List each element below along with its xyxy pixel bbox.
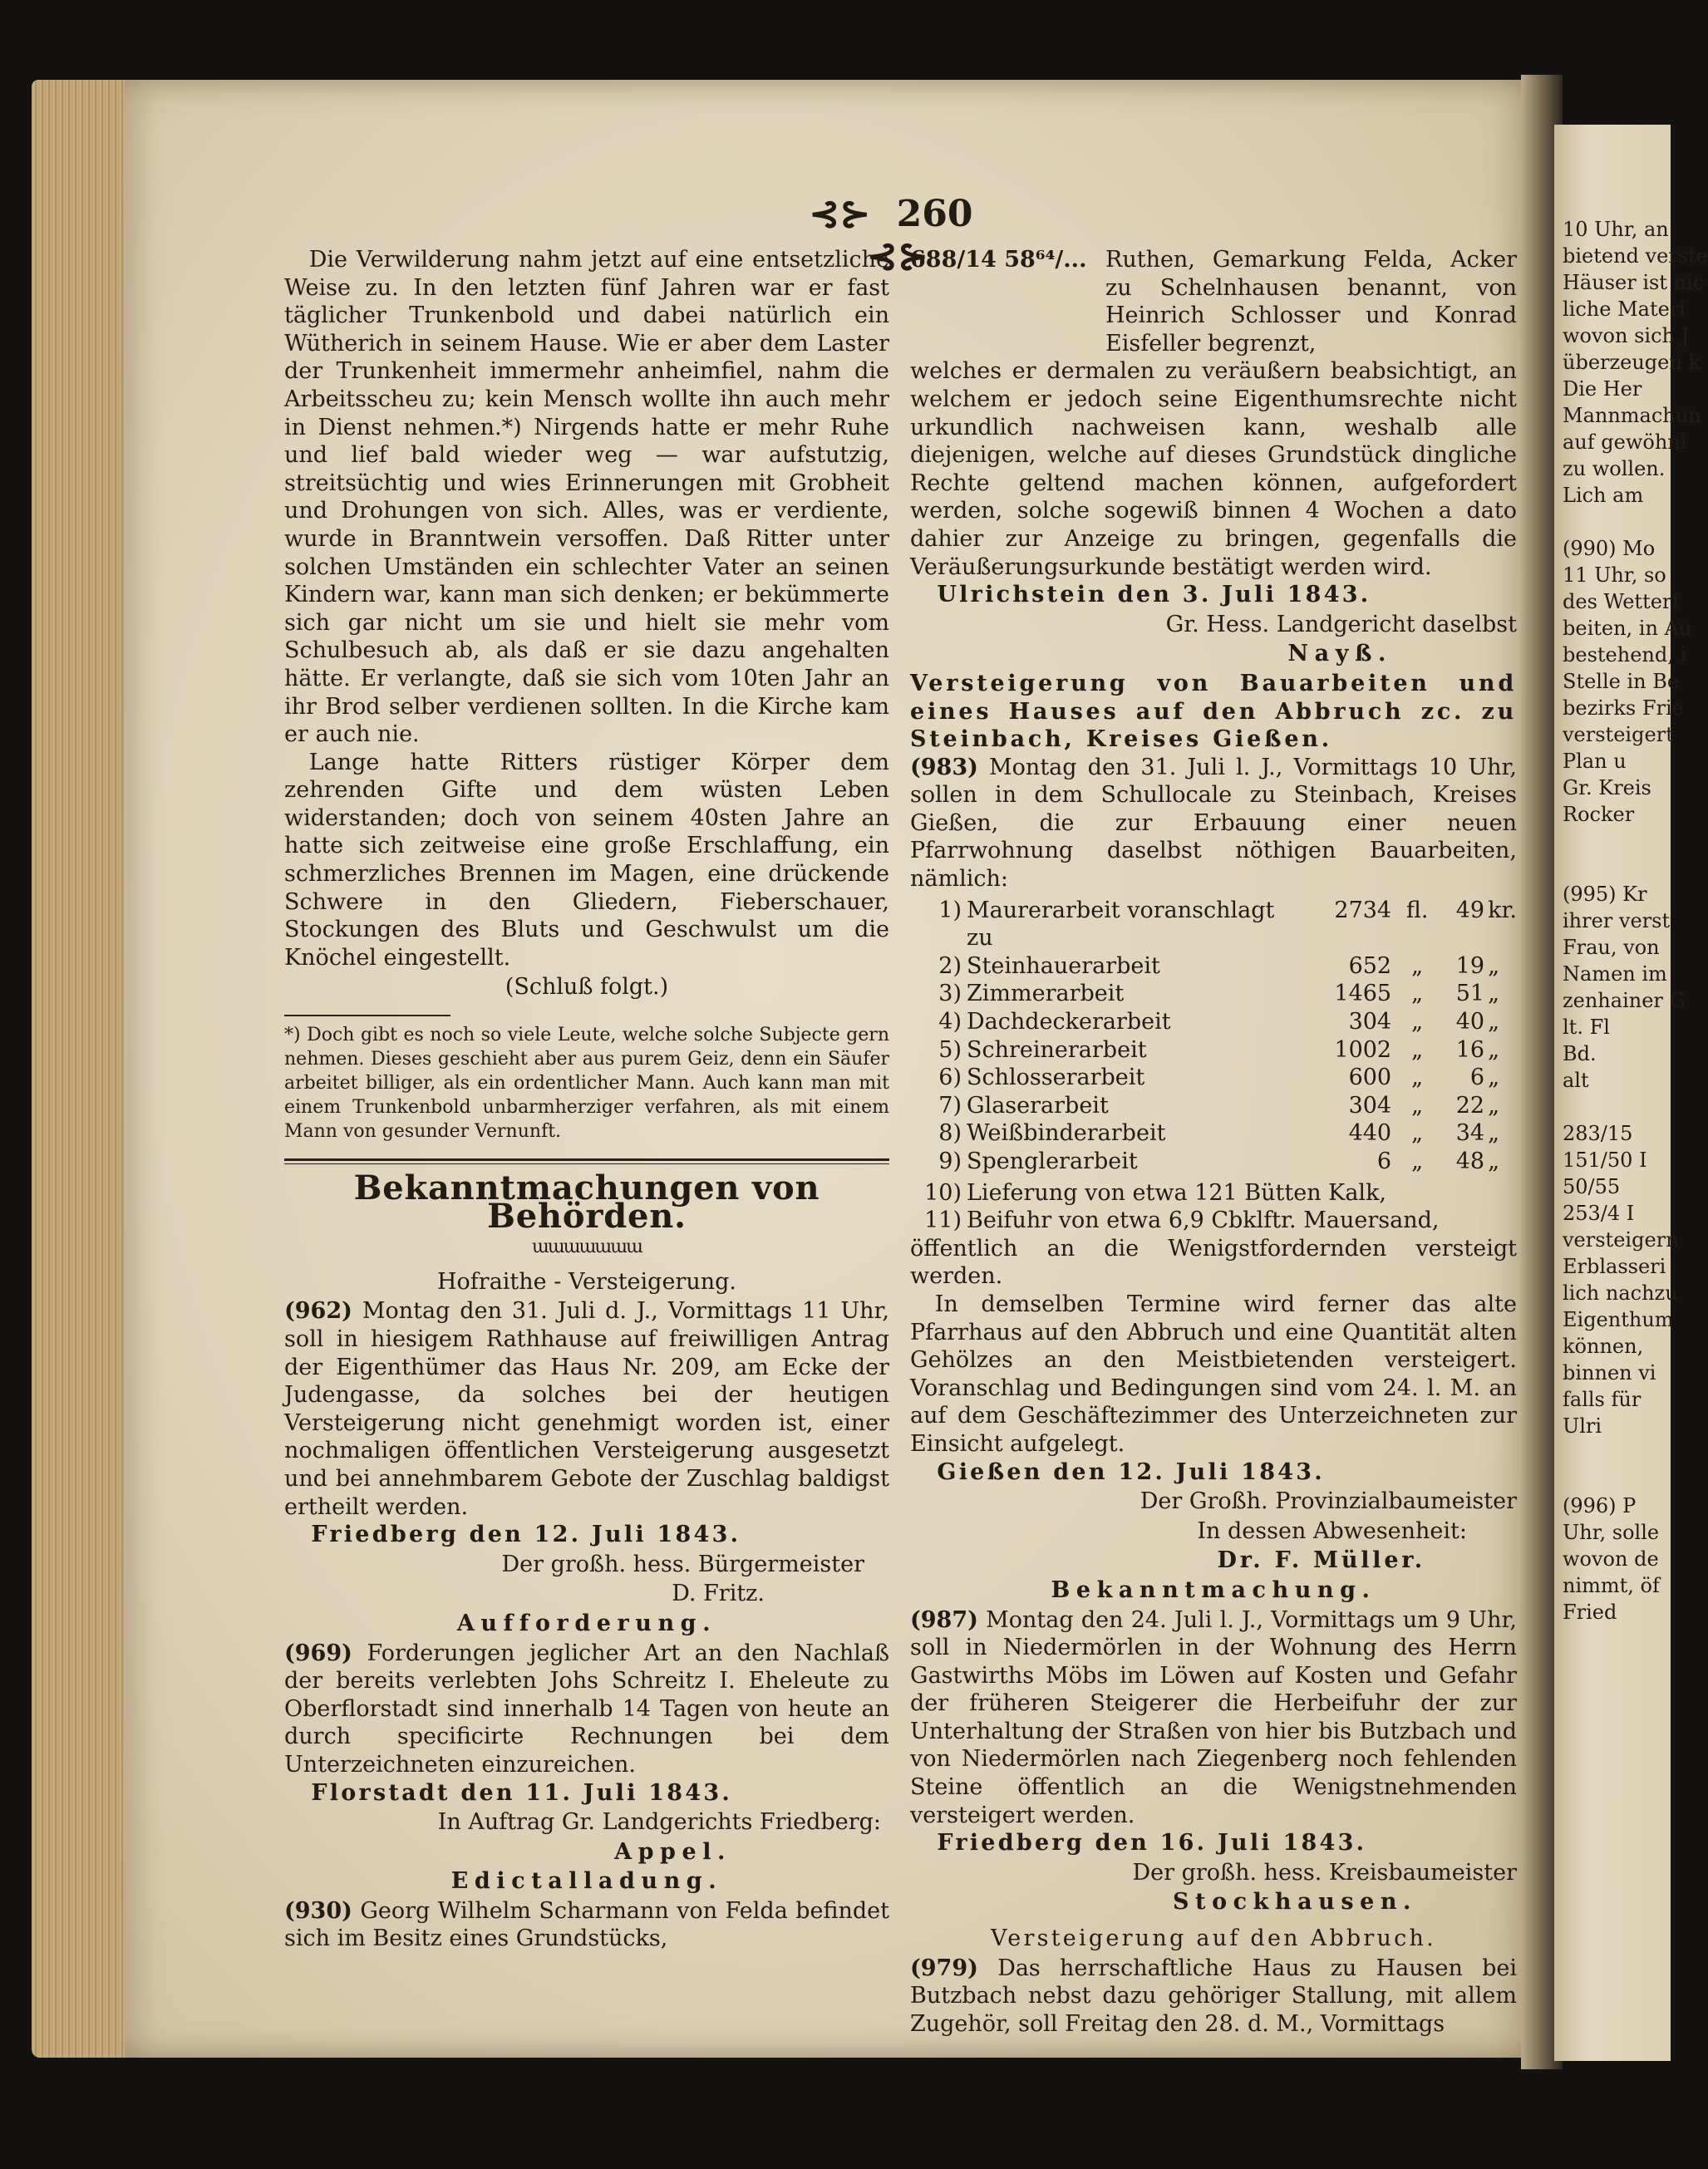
notice-text: In demselben Termine wird ferner das alte Pfarrhaus auf den Abbruch und eine Quantität alten Gehölzes an den Meistbietenden versteigert. Voranschlag und Bedingungen sind vom 24. l. M. an auf dem Geschäftezimmer des Unterzeichneten zur Einsicht aufgelegt. — [910, 1291, 1517, 1457]
item-unit: „ — [1411, 1036, 1424, 1063]
notice-signature-name: Stockhausen. — [1172, 1889, 1417, 1916]
list-item — [910, 1207, 1517, 1235]
story-paragraph-1: Die Verwilderung nahm jetzt auf eine entsetzliche Weise zu. In den letzten fünf Jahren war er fast täglicher Trunkenbold und dabei natürlich ein Wütherich in seinem Hause. Wie er aber dem Laster der Trunkenheit immermehr anheimfiel, nahm die Arbeitsscheu zu; kein Mensch wollte ihn auch mehr in Dienst nehmen.*) Nirgends hatte er mehr Ruhe und lief bald wieder weg — war aufstutzig, streitsüchtig und wies Erinnerungen mit Grobheit und Drohungen von sich. Alles, was er verdiente, wurde in Branntwein versoffen. Daß Ritter unter solchen Umständen ein schlechter Vater an seinen Kindern war, kann man sich denken; er bekümmerte sich gar nicht um sie und hielt sie mehr vom Schulbesuch ab, als daß er sie dazu angehalten hätte. Er verlangte, daß sie sich vom 10ten Jahr an ihr Brod selber verdienen sollten. In die Kirche kam er auch nie. — [284, 247, 889, 748]
notice-signature-name: D. Fritz. — [672, 1581, 765, 1607]
item-kreuzer: 49 — [1455, 897, 1485, 923]
to-be-continued: (Schluß folgt.) — [505, 974, 669, 1001]
notice-title: Aufforderung. — [456, 1610, 717, 1636]
notice-signature-name: Appel. — [614, 1838, 731, 1865]
next-page-line: zenhainer G — [1563, 989, 1686, 1012]
item-amount: 2734 — [1334, 897, 1392, 923]
notice-body — [284, 1297, 889, 1521]
table-row — [910, 1008, 1517, 1036]
notice-signature-title: Der großh. hess. Bürgermeister — [501, 1551, 864, 1577]
item-amount: 600 — [1348, 1065, 1392, 1091]
next-page-line: wovon sich J — [1563, 324, 1690, 347]
next-page-line: nimmt, öf — [1563, 1574, 1660, 1597]
notice-body — [284, 1897, 889, 1953]
item-number: 11) — [924, 1207, 962, 1234]
footnote-text: Doch gibt es noch so viele Leute, welche solche Subjecte gern nehmen. Dieses geschieht aber aus purem Geiz, denn ein Säufer arbeitet billiger, als ein ordentlicher Mann. Auch kann man mit einem Trunkenbold unbarmherziger verfahren, als mit einem Mann von gesunder Vernunft. — [284, 1025, 889, 1143]
notice-body — [910, 1955, 1517, 2039]
item-unit: fl. — [1405, 897, 1429, 923]
next-page-line: Plan u — [1563, 750, 1627, 773]
item-unit: „ — [1411, 1092, 1424, 1119]
section-heading: Bekanntmachungen von Behörden. — [353, 1168, 820, 1236]
next-page-line: Ulri — [1563, 1414, 1602, 1438]
next-page-line: bietend verste — [1563, 244, 1708, 268]
next-page-line: Namen im — [1563, 962, 1667, 986]
next-page-line: versteigern — [1563, 1228, 1679, 1252]
next-page-line — [1563, 854, 1671, 881]
item-unit-end: „ — [1488, 1120, 1500, 1147]
item-name: Lieferung von etwa 121 Bütten Kalk, — [967, 1179, 1387, 1206]
parcel-description: Ruthen, Gemarkung Felda, Acker zu Schelnhausen benannt, von Heinrich Schlosser und Konrad Eisfeller begrenzt, — [1105, 247, 1517, 357]
notice-text: öffentlich an die Wenigstfordernden versteigt werden. — [910, 1235, 1517, 1290]
next-page-line: (995) Kr — [1563, 883, 1647, 906]
next-page-line: bestehend, i — [1563, 643, 1687, 666]
notice-title: Hofraithe - Versteigerung. — [437, 1268, 736, 1295]
next-page-line — [1563, 828, 1671, 854]
item-amount: 440 — [1348, 1120, 1392, 1147]
next-page-line: ihrer verst — [1563, 909, 1671, 932]
notice-title: Versteigerung auf den Abbruch. — [991, 1926, 1436, 1952]
next-page-line: (990) Mo — [1563, 537, 1656, 560]
notice-signature-line1: In Auftrag Gr. Landgerichts Friedberg: — [437, 1809, 881, 1836]
item-amount: 6 — [1376, 1148, 1392, 1174]
item-number: 6) — [938, 1065, 962, 1091]
item-amount: 1002 — [1334, 1036, 1392, 1063]
table-row — [910, 980, 1517, 1008]
notice-place-date: Friedberg den 12. Juli 1843. — [311, 1522, 741, 1548]
table-row — [910, 1092, 1517, 1120]
next-page-line: 11 Uhr, so — [1563, 563, 1666, 587]
next-page-line: auf gewöhnl — [1563, 430, 1687, 454]
item-kreuzer: 51 — [1455, 981, 1485, 1007]
item-name: Maurerarbeit voranschlagt zu — [967, 897, 1275, 952]
notice-number: (987) — [910, 1606, 978, 1633]
item-name: Spenglerarbeit — [967, 1148, 1138, 1174]
item-amount: 1465 — [1334, 981, 1392, 1007]
item-unit-end: „ — [1488, 1009, 1500, 1035]
item-kreuzer: 16 — [1455, 1036, 1485, 1063]
parcel-entry — [910, 246, 1517, 357]
next-page-line: Erblasseri — [1563, 1255, 1666, 1278]
table-row — [910, 1036, 1517, 1065]
notice-979 — [910, 1925, 1517, 2038]
notice-signature-name: Nayß. — [1287, 641, 1392, 667]
item-unit-end: „ — [1488, 952, 1500, 979]
notice-body — [284, 1640, 889, 1779]
next-page-line: Häuser ist nic — [1563, 271, 1705, 294]
next-page-line: falls für — [1563, 1388, 1642, 1411]
notice-title: Edictalladung. — [450, 1868, 723, 1895]
next-page-line: bezirks Frie — [1563, 696, 1684, 720]
notice-place-date: Friedberg den 16. Juli 1843. — [937, 1830, 1367, 1857]
item-unit-end: „ — [1488, 1065, 1500, 1091]
table-row — [910, 952, 1517, 981]
item-name: Weißbinderarbeit — [967, 1120, 1166, 1147]
table-row — [910, 1148, 1517, 1176]
next-page-line: alt — [1563, 1069, 1589, 1092]
item-name: Zimmerarbeit — [967, 981, 1125, 1007]
parcel-reference: 688/14 58⁶⁴/... — [910, 247, 1087, 273]
notice-987 — [910, 1576, 1517, 1916]
left-column — [284, 246, 889, 1953]
notice-text: Georg Wilhelm Scharmann von Felda befindet sich im Besitz eines Grundstücks, — [284, 1897, 889, 1952]
item-unit-end: kr. — [1488, 897, 1517, 923]
notice-place-date: Gießen den 12. Juli 1843. — [937, 1458, 1325, 1485]
item-kreuzer: 40 — [1455, 1009, 1485, 1035]
item-number: 5) — [938, 1036, 962, 1063]
notice-text: welches er dermalen zu veräußern beabsichtigt, an welchem er jedoch seine Eigenthumsrechte nicht urkundlich nachweisen kann, weshalb alle diejenigen, welche auf dieses Grundstück dingliche Rechte geltend machen können, aufgefordert werden, solche sogewiß binnen 4 Wochen a dato dahier zur Anzeige zu bringen, gegenfalls die Veräußerungsurkunde bestätigt werden wird. — [910, 358, 1517, 580]
item-unit-end: „ — [1488, 1036, 1500, 1063]
notice-number: (962) — [284, 1298, 352, 1325]
next-page-line: Gr. Kreis — [1563, 776, 1651, 799]
next-page-line: 10 Uhr, an — [1563, 218, 1669, 241]
table-row — [910, 1064, 1517, 1092]
notice-number: (969) — [284, 1640, 352, 1666]
next-page-line: Mannmachun — [1563, 404, 1701, 427]
item-name: Glaserarbeit — [967, 1092, 1109, 1119]
ornament-right-icon: ⊰⊱ — [867, 235, 928, 278]
table-row — [910, 1119, 1517, 1148]
next-page-line — [1563, 1439, 1671, 1466]
item-unit-end: „ — [1488, 981, 1500, 1007]
additional-items — [910, 1179, 1517, 1235]
item-kreuzer: 34 — [1455, 1120, 1485, 1147]
section-ornament: ɯɯɯɯɯɯɯ — [531, 1237, 642, 1258]
notice-signature-name: Dr. F. Müller. — [1217, 1547, 1425, 1574]
next-page-line: zu wollen. — [1563, 457, 1666, 480]
notice-969 — [284, 1610, 889, 1866]
item-kreuzer: 22 — [1455, 1092, 1485, 1119]
next-page-line: Fried — [1563, 1601, 1617, 1624]
notice-983 — [910, 670, 1517, 1575]
next-page-line: 151/50 I — [1563, 1148, 1647, 1172]
item-number: 3) — [938, 981, 962, 1007]
cost-estimate-table — [910, 897, 1517, 1176]
ornament-left-icon: ⊰⊱ — [809, 193, 871, 235]
item-number: 10) — [924, 1179, 962, 1206]
next-page-line: lt. Fl — [1563, 1016, 1610, 1039]
item-number: 7) — [938, 1092, 962, 1119]
notice-number: (930) — [284, 1897, 352, 1924]
next-page-line: Stelle in Be — [1563, 670, 1680, 693]
item-kreuzer: 48 — [1455, 1148, 1485, 1174]
next-page-line — [1563, 1466, 1671, 1493]
footnote-mark: *) — [284, 1025, 301, 1046]
next-page-line: überzeugen k — [1563, 351, 1701, 374]
next-page-line: 283/15 — [1563, 1122, 1633, 1145]
item-unit: „ — [1411, 1065, 1424, 1091]
next-page-line — [1563, 1094, 1671, 1120]
item-name: Steinhauerarbeit — [967, 952, 1160, 979]
next-page-line: Uhr, solle — [1563, 1521, 1660, 1544]
next-page-line: (996) P — [1563, 1494, 1637, 1517]
item-kreuzer: 6 — [1469, 1065, 1485, 1091]
notice-signature-title: Gr. Hess. Landgericht daselbst — [1165, 611, 1517, 637]
item-number: 2) — [938, 952, 962, 979]
item-amount: 652 — [1348, 952, 1392, 979]
next-page-line: wovon de — [1563, 1547, 1659, 1571]
item-amount: 304 — [1348, 1009, 1392, 1035]
next-page-line: 253/4 I — [1563, 1202, 1635, 1225]
item-name: Schreinerarbeit — [967, 1036, 1147, 1063]
item-unit-end: „ — [1488, 1148, 1500, 1174]
item-number: 8) — [938, 1120, 962, 1147]
notice-text: Montag den 31. Juli l. J., Vormittags 10 Uhr, sollen in dem Schullocale zu Steinbach, Kreises Gießen, die zur Erbauung einer neuen Pfarrwohnung daselbst nöthigen Bauarbeiten, nämlich: — [910, 754, 1517, 893]
next-page-line: Eigenthum — [1563, 1308, 1674, 1331]
next-page-line: Rocker — [1563, 803, 1635, 826]
notice-body — [910, 754, 1517, 893]
notice-body — [910, 1606, 1517, 1830]
notice-text: Forderungen jeglicher Art an den Nachlaß der bereits verlebten Johs Schreitz I. Eheleute zu Oberflorstadt sind innerhalb 14 Tagen von heute an durch specificirte Rechnungen bei dem Unterzeichneten einzureichen. — [284, 1640, 889, 1778]
item-kreuzer: 19 — [1455, 952, 1485, 979]
notice-title: Bekanntmachung. — [1051, 1576, 1376, 1603]
table-row — [910, 897, 1517, 952]
next-page-line: Bd. — [1563, 1042, 1597, 1065]
page-number: 260 — [896, 193, 973, 235]
right-column — [910, 246, 1517, 2038]
item-unit: „ — [1411, 1148, 1424, 1174]
item-unit: „ — [1411, 1120, 1424, 1147]
item-number: 1) — [938, 897, 962, 923]
next-page-line: Frau, von — [1563, 936, 1660, 959]
next-page-line: Die Her — [1563, 377, 1642, 401]
item-unit: „ — [1411, 952, 1424, 979]
item-unit: „ — [1411, 1009, 1424, 1035]
footnote — [284, 1023, 889, 1144]
notice-text: Montag den 24. Juli l. J., Vormittags um 9 Uhr, soll in Niedermörlen in der Wohnung des Herrn Gastwirths Möbs im Löwen auf Kosten und Gefahr der früheren Steigerer die Herbeifuhr der zur Unterhaltung der Straßen von hier bis Butzbach und von Niedermörlen nach Ziegenberg noch fehlenden Steine öffentlich an die Wenigstnehmenden versteigert werden. — [910, 1606, 1517, 1828]
next-page-line: des Wetterf — [1563, 590, 1680, 613]
notice-962 — [284, 1268, 889, 1608]
next-page-line: liche Materi — [1563, 298, 1686, 321]
notice-title: Versteigerung von Bauarbeiten und eines Hauses auf den Abbruch zc. zu Steinbach, Kreises Gießen. — [910, 670, 1517, 753]
next-page-line: können, — [1563, 1335, 1644, 1358]
next-page-line: 50/55 — [1563, 1175, 1621, 1198]
item-unit: „ — [1411, 981, 1424, 1007]
item-name: Schlosserarbeit — [967, 1065, 1145, 1091]
next-page-line — [1563, 509, 1671, 535]
item-number: 9) — [938, 1148, 962, 1174]
item-number: 4) — [938, 1009, 962, 1035]
next-page-line: lich nachzu — [1563, 1281, 1678, 1305]
item-name: Dachdeckerarbeit — [967, 1009, 1171, 1035]
notice-place-date: Florstadt den 11. Juli 1843. — [311, 1779, 733, 1806]
item-unit-end: „ — [1488, 1092, 1500, 1119]
notice-signature-title: Der Großh. Provinzialbaumeister — [1139, 1488, 1517, 1515]
next-page-line: Lich am — [1563, 484, 1644, 507]
section-rule — [284, 1158, 889, 1164]
notice-place-date: Ulrichstein den 3. Juli 1843. — [937, 582, 1371, 608]
notice-signature-line2: In dessen Abwesenheit: — [1197, 1517, 1467, 1544]
list-item — [910, 1179, 1517, 1207]
next-page-text — [1563, 216, 1708, 1626]
story-paragraph-2: Lange hatte Ritters rüstiger Körper dem zehrenden Gifte und dem wüsten Leben widerstanden; doch von seinem 40sten Jahre an hatte sich zeitweise eine große Erschlaffung, ein schmerzliches Brennen im Magen, eine drückende Schwere in den Gliedern, Fieberschauer, Stockungen des Bluts und Geschwulst um die Knöchel eingestellt. — [284, 749, 889, 971]
notice-signature-title: Der großh. hess. Kreisbaumeister — [1132, 1859, 1517, 1886]
notice-930-continued — [910, 246, 1517, 668]
item-amount: 304 — [1348, 1092, 1392, 1119]
item-name: Beifuhr von etwa 6,9 Cbklftr. Mauersand, — [967, 1207, 1440, 1234]
next-page-line: versteigert — [1563, 723, 1674, 746]
next-page-line: beiten, in Au — [1563, 617, 1692, 640]
notice-number: (979) — [910, 1955, 978, 1981]
next-page-line: binnen vi — [1563, 1361, 1656, 1385]
footnote-rule — [284, 1015, 450, 1016]
notice-930 — [284, 1867, 889, 1953]
notice-text: Das herrschaftliche Haus zu Hausen bei Butzbach nebst dazu gehöriger Stallung, mit allem Zugehör, soll Freitag den 28. d. M., Vormittags — [910, 1955, 1517, 2037]
notice-number: (983) — [910, 754, 978, 780]
notice-text: Montag den 31. Juli d. J., Vormittags 11 Uhr, soll in hiesigem Rathhause auf freiwilligen Antrag der Eigenthümer das Haus Nr. 209, am Ecke der Judengasse, da solches bei der heutigen Versteigerung nicht genehmigt worden ist, einer nochmaligen öffentlichen Versteigerung ausgesetzt und bei annehmbarem Gebote der Zuschlag baldigst ertheilt werden. — [284, 1298, 889, 1520]
